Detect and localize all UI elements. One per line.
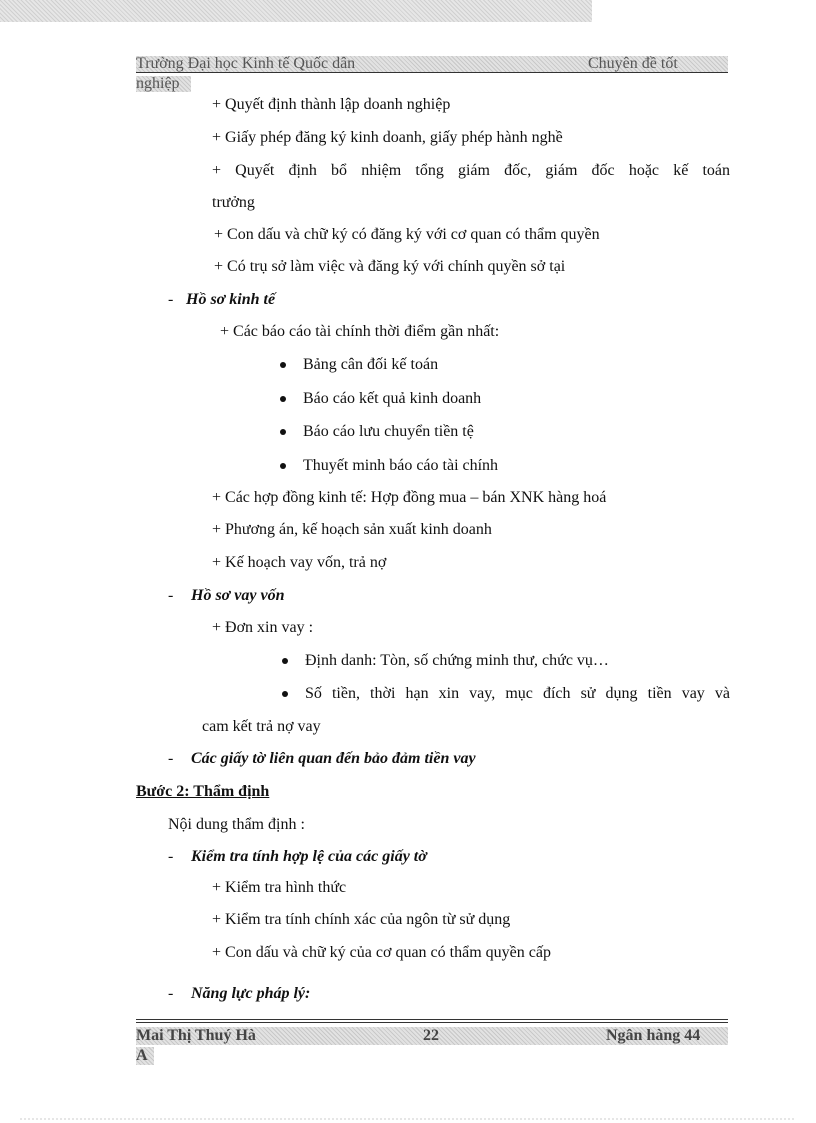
- line-con-dau-co-quan: + Con dấu và chữ ký của cơ quan có thẩm quyền cấp: [212, 944, 551, 961]
- bullet-icon: [280, 362, 286, 368]
- footer-author: Mai Thị Thuý Hà: [136, 1027, 256, 1044]
- line-phuong-an: + Phương án, kế hoạch sản xuất kinh doanh: [212, 521, 492, 538]
- step-2-heading: Bước 2: Thẩm định: [136, 783, 270, 800]
- bullet-icon: [280, 429, 286, 435]
- heading-nang-luc-phap-ly: Năng lực pháp lý:: [191, 985, 311, 1002]
- footer-author-wrap: A: [136, 1047, 148, 1064]
- line-kiem-tra-hinh-thuc: + Kiểm tra hình thức: [212, 879, 347, 896]
- header-title: Chuyên đề tốt: [588, 55, 678, 72]
- header-school: Trường Đại học Kinh tế Quốc dân: [136, 55, 356, 72]
- heading-ho-so-kinh-te: Hồ sơ kinh tế: [186, 291, 276, 308]
- bottom-dotted-edge: [20, 1118, 796, 1120]
- line-quyet-dinh-bo-nhiem: + Quyết định bổ nhiệm tổng giám đốc, giám đốc hoặc kế toán: [212, 162, 730, 179]
- line-con-dau: + Con dấu và chữ ký có đăng ký với cơ quan có thẩm quyền: [214, 226, 600, 243]
- dash-giay-to-bao-dam: -: [168, 750, 174, 767]
- header-title-wrap: nghiệp: [136, 75, 180, 92]
- line-truong: trưởng: [212, 194, 255, 211]
- heading-giay-to-bao-dam: Các giấy tờ liên quan đến bảo đảm tiền vay: [191, 750, 476, 767]
- heading-kiem-tra-hop-le: Kiểm tra tính hợp lệ của các giấy tờ: [191, 848, 427, 865]
- footer-rule-top: [136, 1019, 728, 1020]
- top-shade-bar: [0, 0, 592, 22]
- bullet-luu-chuyen-tien-te: Báo cáo lưu chuyển tiền tệ: [303, 423, 474, 440]
- bullet-so-tien: Số tiền, thời hạn xin vay, mục đích sử dụng tiền vay và: [305, 685, 730, 702]
- line-kiem-tra-ngon-tu: + Kiểm tra tính chính xác của ngôn từ sử dụng: [212, 911, 511, 928]
- line-tru-so: + Có trụ sở làm việc và đăng ký với chính quyền sở tại: [214, 258, 566, 275]
- heading-ho-so-vay-von: Hồ sơ vay vốn: [191, 587, 285, 604]
- line-quyet-dinh-thanh-lap: + Quyết định thành lập doanh nghiệp: [212, 96, 451, 113]
- bullet-icon: [280, 463, 286, 469]
- dash-ho-so-vay-von: -: [168, 587, 174, 604]
- line-noi-dung-tham-dinh: Nội dung thẩm định :: [168, 816, 305, 833]
- dash-ho-so-kinh-te: -: [168, 291, 174, 308]
- bullet-thuyet-minh: Thuyết minh báo cáo tài chính: [303, 457, 499, 474]
- header-rule: [136, 72, 728, 73]
- line-cam-ket-tra-no: cam kết trả nợ vay: [202, 718, 321, 735]
- line-don-xin-vay: + Đơn xin vay :: [212, 619, 314, 636]
- line-hop-dong-kinh-te: + Các hợp đồng kinh tế: Hợp đồng mua – bán XNK hàng hoá: [212, 489, 607, 506]
- footer-rule-bottom: [136, 1022, 728, 1023]
- line-bao-cao-tai-chinh: + Các báo cáo tài chính thời điểm gần nhất:: [220, 323, 500, 340]
- bullet-icon: [280, 396, 286, 402]
- bullet-ket-qua-kinh-doanh: Báo cáo kết quả kinh doanh: [303, 390, 482, 407]
- line-giay-phep: + Giấy phép đăng ký kinh doanh, giấy phép hành nghề: [212, 129, 563, 146]
- dash-nang-luc-phap-ly: -: [168, 985, 174, 1002]
- bullet-icon: [282, 691, 288, 697]
- bullet-bang-can-doi: Bảng cân đối kế toán: [303, 356, 439, 373]
- dash-kiem-tra-hop-le: -: [168, 848, 174, 865]
- bullet-dinh-danh: Định danh: Tòn, số chứng minh thư, chức vụ…: [305, 652, 609, 669]
- bullet-icon: [282, 658, 288, 664]
- line-ke-hoach-vay-von: + Kế hoạch vay vốn, trả nợ: [212, 554, 387, 571]
- footer-page-number: 22: [423, 1027, 439, 1044]
- footer-class: Ngân hàng 44: [606, 1027, 701, 1044]
